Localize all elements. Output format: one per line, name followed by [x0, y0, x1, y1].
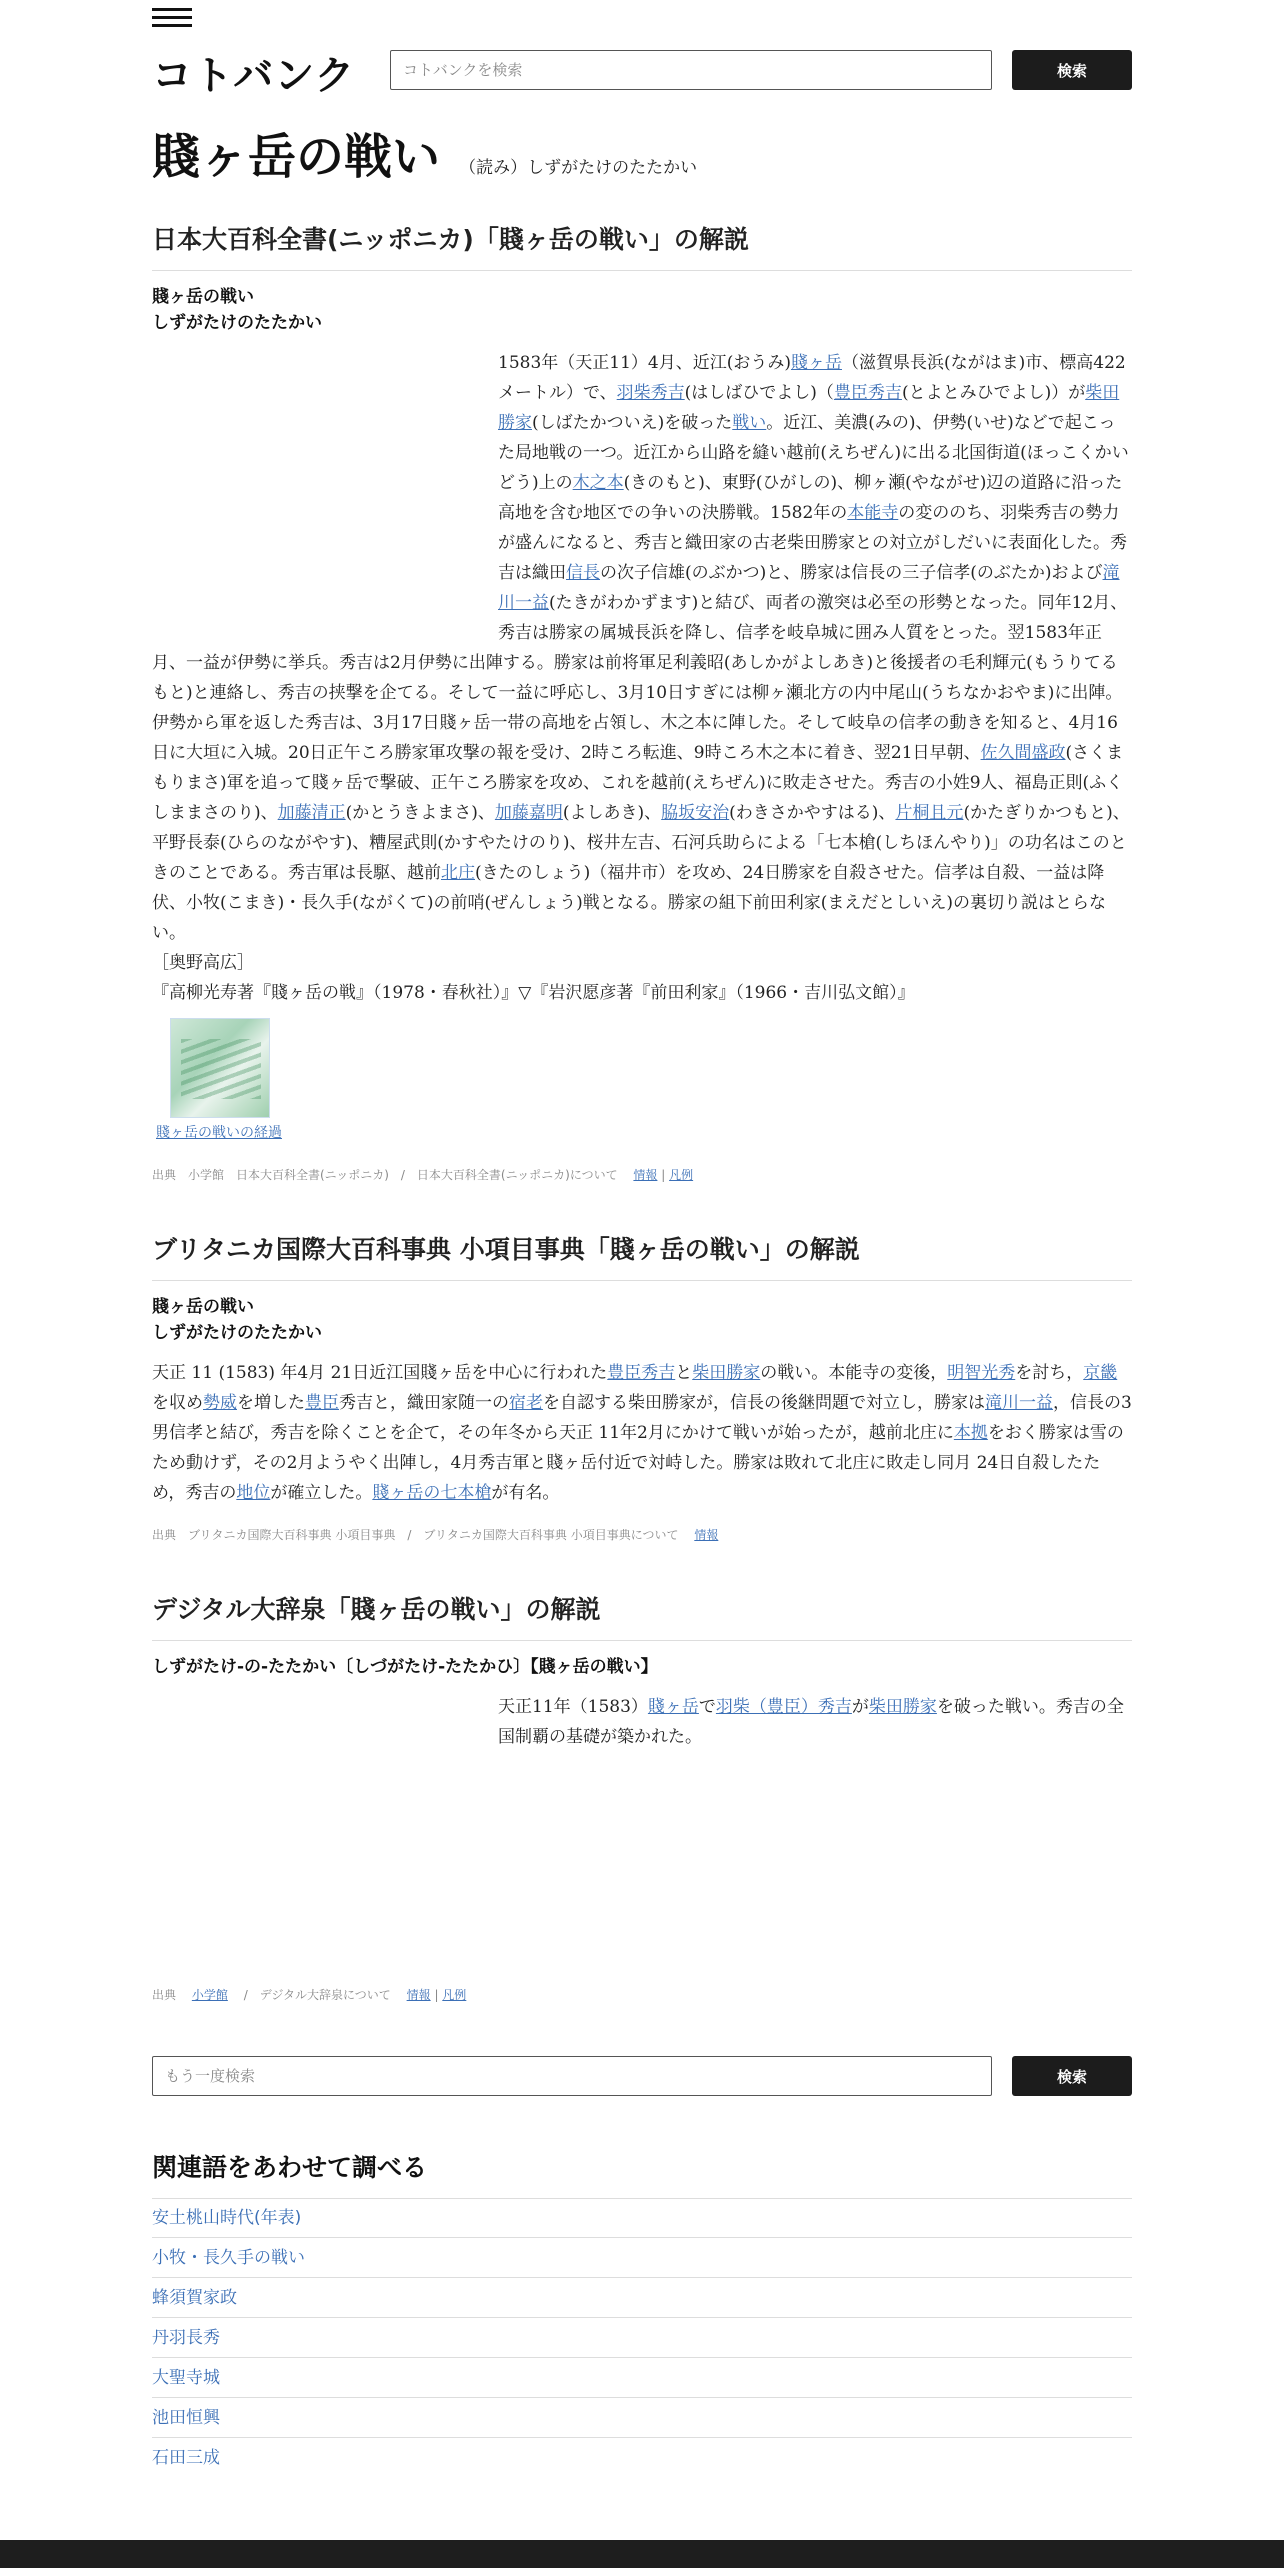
link[interactable]: 柴田勝家	[868, 1697, 937, 1717]
source-line: 出典 小学館 日本大百科全書(ニッポニカ) / 日本大百科全書(ニッポニカ)について 情報 | 凡例	[152, 1168, 694, 1182]
link[interactable]: 豊臣秀吉	[607, 1363, 676, 1383]
publisher-link[interactable]: 小学館	[191, 1988, 228, 2002]
link[interactable]: 賤ヶ岳	[647, 1697, 699, 1717]
bottom-search	[152, 2056, 1132, 2096]
link[interactable]: 佐久間盛政	[980, 743, 1066, 763]
link[interactable]: 豊臣	[305, 1393, 339, 1413]
link[interactable]: 地位	[236, 1483, 271, 1503]
link[interactable]: 脇坂安治	[661, 803, 730, 823]
related-item[interactable]: 安土桃山時代(年表)	[152, 2198, 1132, 2238]
search-input[interactable]	[390, 50, 992, 90]
legend-link[interactable]: 凡例	[442, 1988, 467, 2002]
section-title-britannica: ブリタニカ国際大百科事典 小項目事典「賤ヶ岳の戦い」の解説	[152, 1230, 1132, 1281]
section-title-daijisen: デジタル大辞泉「賤ヶ岳の戦い」の解説	[152, 1590, 1132, 1641]
map-thumbnail[interactable]	[170, 1018, 270, 1118]
link[interactable]: 柴田勝家	[498, 383, 1120, 433]
link[interactable]: 明智光秀	[947, 1363, 1016, 1383]
source-line: 出典 ブリタニカ国際大百科事典 小項目事典 / ブリタニカ国際大百科事典 小項目事典について 情報	[152, 1528, 719, 1542]
related-item[interactable]: 大聖寺城	[152, 2358, 1132, 2398]
figure[interactable]	[156, 1018, 282, 1142]
headword: 賤ヶ岳の戦い しずがたけのたたかい	[152, 1297, 322, 1343]
headword: しずがたけ‐の‐たたかい〔しづがたけ‐たたかひ〕【賤ヶ岳の戦い】	[152, 1657, 658, 1677]
link[interactable]: 羽柴（豊臣）秀吉	[715, 1697, 852, 1717]
legend-link[interactable]: 凡例	[669, 1168, 694, 1182]
link[interactable]: 羽柴秀吉	[616, 383, 685, 403]
footer-bar	[0, 2540, 1284, 2568]
page-title: 賤ヶ岳の戦い	[152, 129, 441, 185]
search-again-input[interactable]	[152, 2056, 992, 2096]
link[interactable]: 豊臣秀吉	[833, 383, 902, 403]
link[interactable]: 木之本	[572, 473, 624, 493]
article-body-daijisen: 天正11年（1583）賤ヶ岳で羽柴（豊臣）秀吉が柴田勝家を破った戦い。秀吉の全国制覇の基礎が築かれた。	[498, 1697, 1124, 1747]
link[interactable]: 京畿	[1083, 1363, 1118, 1383]
link[interactable]: 北庄	[441, 863, 475, 883]
info-link[interactable]: 情報	[633, 1168, 658, 1182]
link[interactable]: 賤ヶ岳	[790, 353, 842, 373]
header-search	[390, 50, 1132, 90]
related-list	[152, 2198, 1132, 2478]
page-reading: （読み）しずがたけのたたかい	[459, 158, 698, 178]
info-link[interactable]: 情報	[694, 1528, 719, 1542]
article-body-britannica: 天正 11 (1583) 年4月 21日近江国賤ヶ岳を中心に行われた豊臣秀吉と柴田勝家の戦い。本能寺の変後，明智光秀を討ち，京畿を収め勢威を増した豊臣秀吉と，織田家随一の宿老を自認する柴田勝家が，信長の後継問題で対立し，勝家は滝川一益，信長の3男信孝と結び，秀吉を除くことを企て，その年冬から天正 11年2月にかけて戦いが始ったが，越前北庄に本拠をおく勝家は雪のため動けず，その2月ようやく出陣し，4月秀吉軍と賤ヶ岳付近で対峙した。勝家は敗れて北庄に敗走し同月 24日自殺したため，秀吉の地位が確立した。賤ヶ岳の七本槍が有名。	[152, 1363, 1132, 1503]
link[interactable]: 滝川一益	[498, 563, 1120, 613]
link[interactable]: 信長	[566, 563, 600, 583]
page-title-row	[152, 118, 697, 187]
search-again-button[interactable]: 検索	[1012, 2056, 1132, 2096]
related-item[interactable]: 蜂須賀家政	[152, 2278, 1132, 2318]
link[interactable]: 勢威	[203, 1393, 237, 1413]
author: ［奥野高広］	[152, 953, 254, 973]
link[interactable]: 宿老	[509, 1393, 543, 1413]
menu-icon[interactable]	[152, 8, 192, 34]
related-heading: 関連語をあわせて調べる	[152, 2148, 1132, 2199]
related-item[interactable]: 丹羽長秀	[152, 2318, 1132, 2358]
link[interactable]: 加藤嘉明	[494, 803, 563, 823]
link[interactable]: 賤ヶ岳の七本槍	[372, 1483, 492, 1503]
source-line: 出典 小学館 / デジタル大辞泉について 情報 | 凡例	[152, 1988, 467, 2002]
references: 『高柳光寿著『賤ヶ岳の戦』（1978・春秋社）』▽『岩沢愿彦著『前田利家』（1966・吉川弘文館）』	[152, 983, 915, 1003]
section-title-nipponica: 日本大百科全書(ニッポニカ)「賤ヶ岳の戦い」の解説	[152, 220, 1132, 271]
link[interactable]: 本拠	[953, 1423, 988, 1443]
link[interactable]: 片桐且元	[895, 803, 964, 823]
figure-caption[interactable]: 賤ヶ岳の戦いの経過	[156, 1125, 282, 1141]
related-item[interactable]: 池田恒興	[152, 2398, 1132, 2438]
headword: 賤ヶ岳の戦い しずがたけのたたかい	[152, 287, 322, 333]
search-button[interactable]: 検索	[1012, 50, 1132, 90]
related-item[interactable]: 小牧・長久手の戦い	[152, 2238, 1132, 2278]
info-link[interactable]: 情報	[406, 1988, 431, 2002]
link[interactable]: 滝川一益	[985, 1393, 1053, 1413]
link[interactable]: 戦い	[732, 413, 767, 433]
article-body-nipponica: 1583年（天正11）4月、近江(おうみ)賤ヶ岳（滋賀県長浜(ながはま)市、標高422メートル）で、羽柴秀吉(はしばひでよし)（豊臣秀吉(とよとみひでよし)）が柴田勝家(しばたかついえ)を破った戦い。近江、美濃(みの)、伊勢(いせ)などで起こった局地戦の一つ。近江から山路を縫い越前(えちぜん)に出る北国街道(ほっこくかいどう)上の木之本(きのもと)、東野(ひがしの)、柳ヶ瀬(やながせ)辺の道路に沿った高地を含む地区での争いの決勝戦。1582年の本能寺の変ののち、羽柴秀吉の勢力が盛んになると、秀吉と織田家の古老柴田勝家との対立がしだいに表面化した。秀吉は織田信長の次子信雄(のぶかつ)と、勝家は信長の三子信孝(のぶたか)および滝川一益(たきがわかずます)と結び、両者の激突は必至の形勢となった。同年12月、秀吉は勝家の属城長浜を降し、信孝を岐阜城に囲み人質をとった。翌1583年正月、一益が伊勢に挙兵。秀吉は2月伊勢に出陣する。勝家は前将軍足利義昭(あしかがよしあき)と後援者の毛利輝元(もうりてるもと)と連絡し、秀吉の挟撃を企てる。そして一益に呼応し、3月10日すぎには柳ヶ瀬北方の内中尾山(うちなかおやま)に出陣。伊勢から軍を返した秀吉は、3月17日賤ヶ岳一帯の高地を占領し、木之本に陣した。そして岐阜の信孝の動きを知ると、4月16日に大垣に入城。20日正午ころ勝家軍攻撃の報を受け、2時ころ転進、9時ころ木之本に着き、翌21日早朝、佐久間盛政(さくまもりまさ)軍を追って賤ヶ岳で撃破、正午ころ勝家を攻め、これを越前(えちぜん)に敗走させた。秀吉の小姓9人、福島正則(ふくしままさのり)、加藤清正(かとうきよまさ)、加藤嘉明(よしあき)、脇坂安治(わきさかやすはる)、片桐且元(かたぎりかつもと)、平野長泰(ひらのながやす)、糟屋武則(かすやたけのり)、桜井左吉、石河兵助らによる「七本槍(しちほんやり)」の功名はこのときのことである。秀吉軍は長駆、越前北庄(きたのしょう)（福井市）を攻め、24日勝家を自殺させた。信孝は自殺、一益は降伏、小牧(こまき)・長久手(ながくて)の前哨(ぜんしょう)戦となる。勝家の組下前田利家(まえだとしいえ)の裏切り説はとらない。 ［奥野高広］ 『高柳光寿著『賤ヶ岳の戦』（1978・春秋社）』▽『岩沢愿彦著『前田利家』（1966・吉川弘文館）』	[152, 348, 1132, 1008]
site-logo[interactable]: コトバンク	[152, 53, 356, 99]
related-item[interactable]: 石田三成	[152, 2448, 220, 2468]
link[interactable]: 柴田勝家	[692, 1363, 761, 1383]
link[interactable]: 加藤清正	[277, 803, 346, 823]
link[interactable]: 本能寺	[847, 503, 899, 523]
